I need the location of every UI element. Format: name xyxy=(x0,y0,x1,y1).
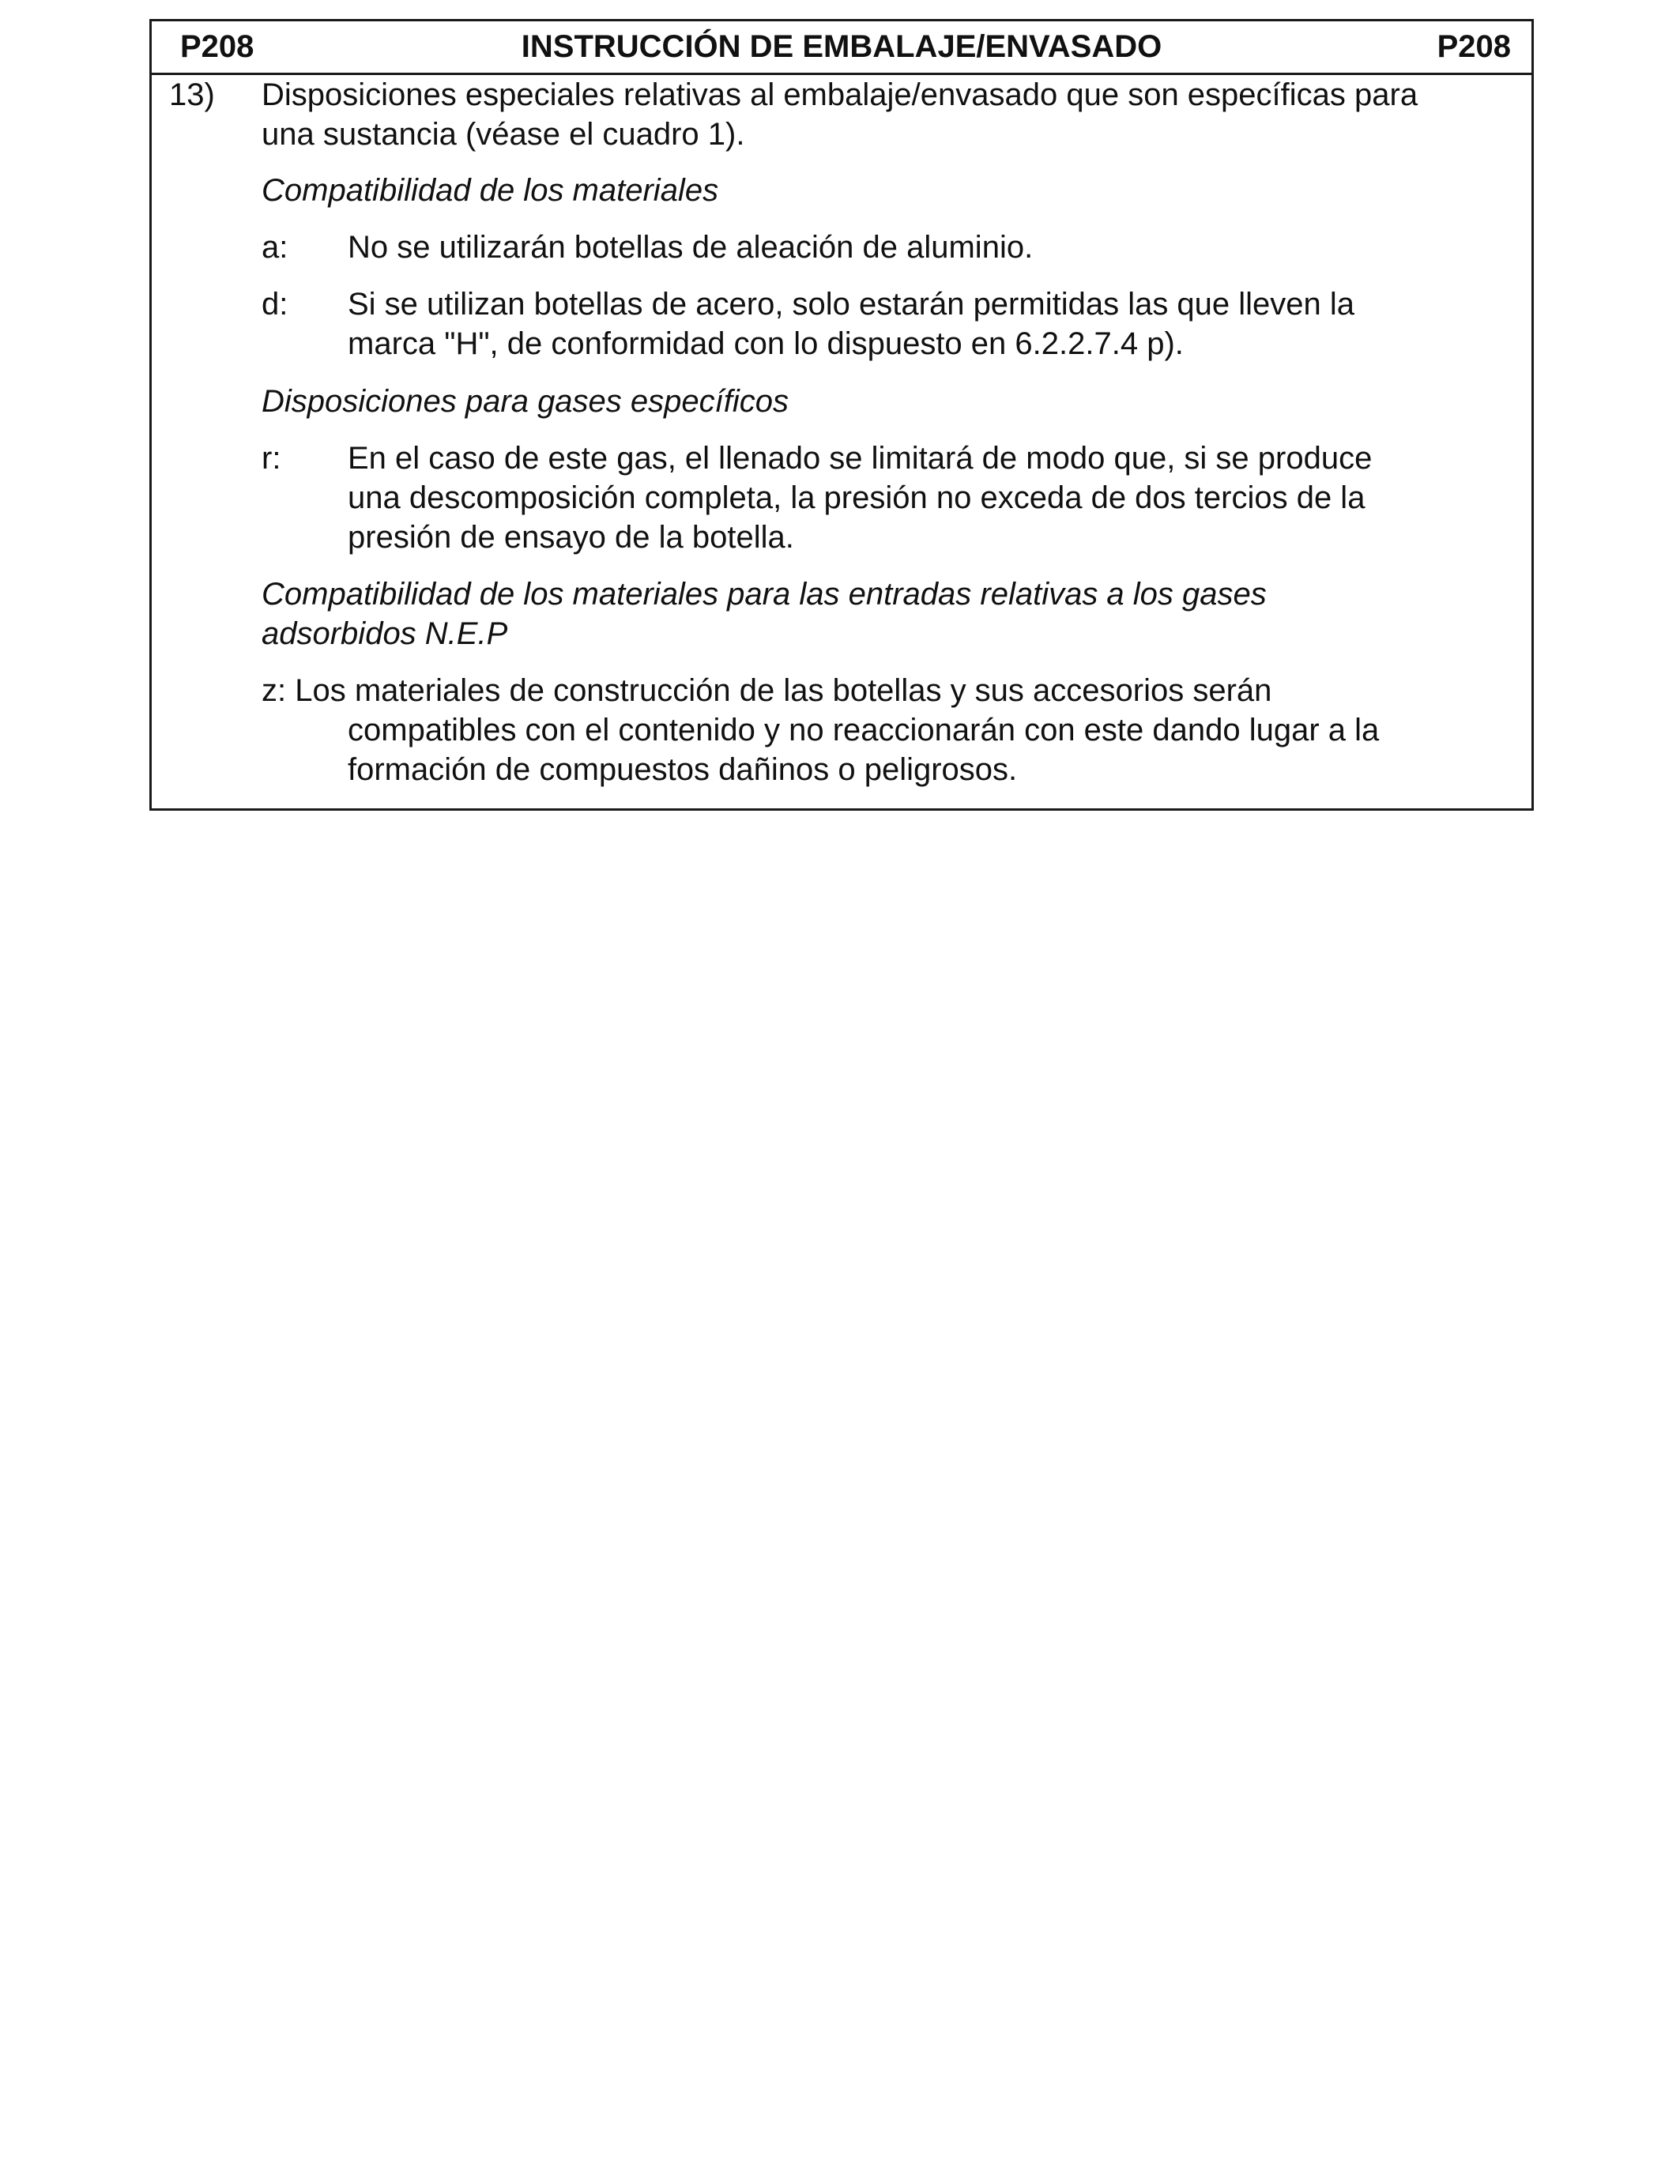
table-header xyxy=(152,21,1531,75)
item-a-text: No se utilizarán botellas de aleación de aluminio. xyxy=(348,230,1034,265)
section-intro-line-2: una sustancia (véase el cuadro 1). xyxy=(262,117,745,152)
item-z-line-3: formación de compuestos dañinos o peligrosos. xyxy=(348,752,1018,787)
header-title: INSTRUCCIÓN DE EMBALAJE/ENVASADO xyxy=(521,29,1162,64)
heading-adsorbed-line-1: Compatibilidad de los materiales para las entradas relativas a los gases xyxy=(262,577,1267,612)
item-r-line-2: una descomposición completa, la presión no exceda de dos tercios de la xyxy=(348,480,1365,515)
item-z-line-1: z: Los materiales de construcción de las botellas y sus accesorios serán xyxy=(262,673,1272,708)
item-d-line-1: Si se utilizan botellas de acero, solo estarán permitidas las que lleven la xyxy=(348,287,1355,322)
item-z-line-2: compatibles con el contenido y no reaccionarán con este dando lugar a la xyxy=(348,713,1380,747)
item-r-line-1: En el caso de este gas, el llenado se limitará de modo que, si se produce xyxy=(348,441,1373,476)
heading-materials: Compatibilidad de los materiales xyxy=(262,173,719,208)
item-d-line-2: marca "H", de conformidad con lo dispuesto en 6.2.2.7.4 p). xyxy=(348,326,1184,361)
packing-instruction-table xyxy=(149,19,1534,811)
item-d-key: d: xyxy=(262,287,288,322)
item-r-line-3: presión de ensayo de la botella. xyxy=(348,520,794,555)
header-code-left: P208 xyxy=(180,29,254,64)
item-r-key: r: xyxy=(262,441,281,476)
heading-gases: Disposiciones para gases específicos xyxy=(262,384,789,419)
heading-adsorbed-line-2: adsorbidos N.E.P xyxy=(262,616,508,651)
section-number: 13) xyxy=(169,77,215,112)
header-code-right: P208 xyxy=(1437,29,1511,64)
item-a-key: a: xyxy=(262,230,288,265)
section-intro-line-1: Disposiciones especiales relativas al embalaje/envasado que son específicas para xyxy=(262,77,1418,112)
